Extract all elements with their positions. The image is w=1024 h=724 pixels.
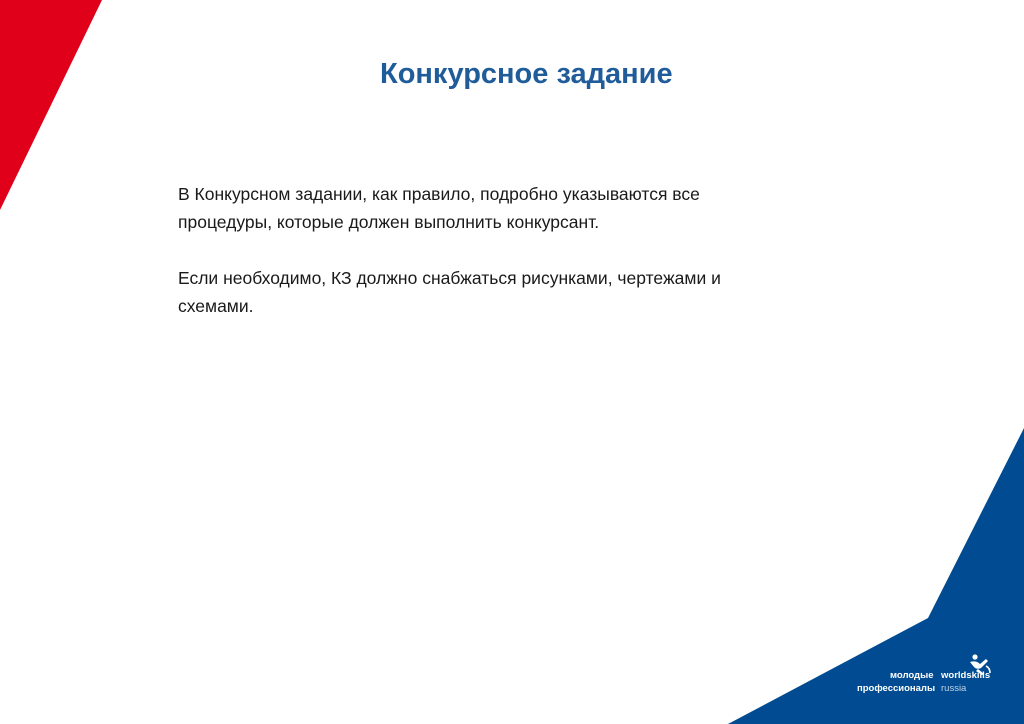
- logo-text-molodye: молодые: [890, 670, 934, 681]
- red-corner-stripe: [0, 0, 102, 210]
- logo-text-russia: russia: [941, 683, 967, 694]
- slide-title: Конкурсное задание: [380, 58, 673, 90]
- slide-body: [178, 180, 798, 348]
- body-paragraph-1: В Конкурсном задании, как правило, подробно указываются все процедуры, которые должен выполнить конкурсант.: [178, 184, 700, 232]
- logo-text-professionaly: профессионалы: [857, 683, 936, 694]
- logo-text-worldskills: worldskills: [941, 670, 991, 681]
- worldskills-logo: [850, 654, 1000, 700]
- body-paragraph-2: Если необходимо, КЗ должно снабжаться рисунками, чертежами и схемами.: [178, 268, 721, 316]
